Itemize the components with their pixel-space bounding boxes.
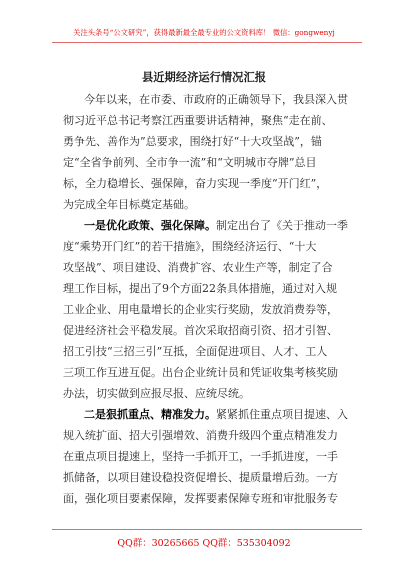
body-line (84, 218, 348, 233)
body-line (63, 176, 327, 191)
body-line (63, 281, 337, 296)
line-text: 促进经济社会平稳发展。首次采取招商引资、招才引智、 (63, 324, 338, 337)
line-text: 理工作目标，提出了9个方面22条具体措施，通过对入规 (63, 282, 337, 295)
header-divider (52, 42, 362, 43)
body-line (63, 428, 338, 443)
document-title: 县近期经济运行情况汇报 (141, 70, 267, 84)
line-text: 规入统扩面、招大引强增效、消费升级四个重点精准发力 (63, 429, 338, 442)
line-text: 彻习近平总书记考察江西重要讲话精神，聚焦“走在前、 (63, 114, 333, 127)
footer-contact: QQ群：30265665 QQ群：535304092 (117, 538, 291, 549)
line-text: 面，强化项目要素保障，发挥要素保障专班和审批服务专 (63, 492, 338, 505)
body-line (63, 260, 333, 275)
line-text: 在重点项目提速上，坚持一手抓开工，一手抓进度，一手 (63, 450, 338, 463)
line-text: 制定出台了《关于推动一季 (216, 219, 348, 232)
line-text: 工业企业、用电量增长的企业实行奖励，发放消费券等， (63, 303, 338, 316)
line-text: 标，全力稳增长、强保障，奋力实现一季度“开门红”， (63, 177, 328, 190)
body-line (63, 344, 327, 359)
line-text: 定“全省争前列、全市争一流”和“文明城市夺牌”总目 (63, 156, 317, 169)
line-text: 攻坚战”、项目建设、消费扩容、农业生产等，制定了合 (63, 261, 333, 274)
body-line (63, 365, 338, 380)
body-line (63, 470, 338, 485)
body-line (63, 113, 333, 128)
body-line (63, 155, 317, 170)
body-line (63, 197, 195, 212)
line-text: 度“乘势开门红”的若干措施》，围绕经济运行、“十大 (63, 240, 317, 253)
line-text: 三项工作互进互促。出台企业统计员和凭证收集考核奖励 (63, 366, 338, 379)
line-text: 勇争先、善作为”总要求，围绕打好“十大攻坚战”，锚 (63, 135, 322, 148)
paragraph-lead: 二是狠抓重点、精准发力。 (84, 408, 216, 421)
line-text: 办法，切实做到应报尽报、应统尽统。 (63, 387, 250, 400)
paragraph-lead: 一是优化政策、强化保障。 (84, 219, 216, 232)
line-text: 今年以来，在市委、市政府的正确领导下，我县深入贯 (84, 93, 348, 106)
line-text: 紧紧抓住重点项目提速、入 (216, 408, 348, 421)
footer-divider (52, 529, 362, 530)
line-text: 抓储备，以项目建设稳投资促增长、提质量增后劲。一方 (63, 471, 338, 484)
line-text: 招工引技“三招三引”互抵，全面促进项目、人才、工人 (63, 345, 328, 358)
body-line (63, 491, 338, 506)
line-text: 为完成全年目标奠定基础。 (63, 198, 195, 211)
promo-header: 关注头条号“公文研究”，获得最新最全最专业的公文资料库！ 微信：gongwenyj (73, 28, 335, 37)
body-line (63, 386, 250, 401)
body-line (63, 239, 316, 254)
body-line (63, 449, 338, 464)
body-line (84, 92, 348, 107)
body-line (63, 302, 338, 317)
body-line (63, 134, 322, 149)
body-line (84, 407, 348, 422)
body-line (63, 323, 338, 338)
